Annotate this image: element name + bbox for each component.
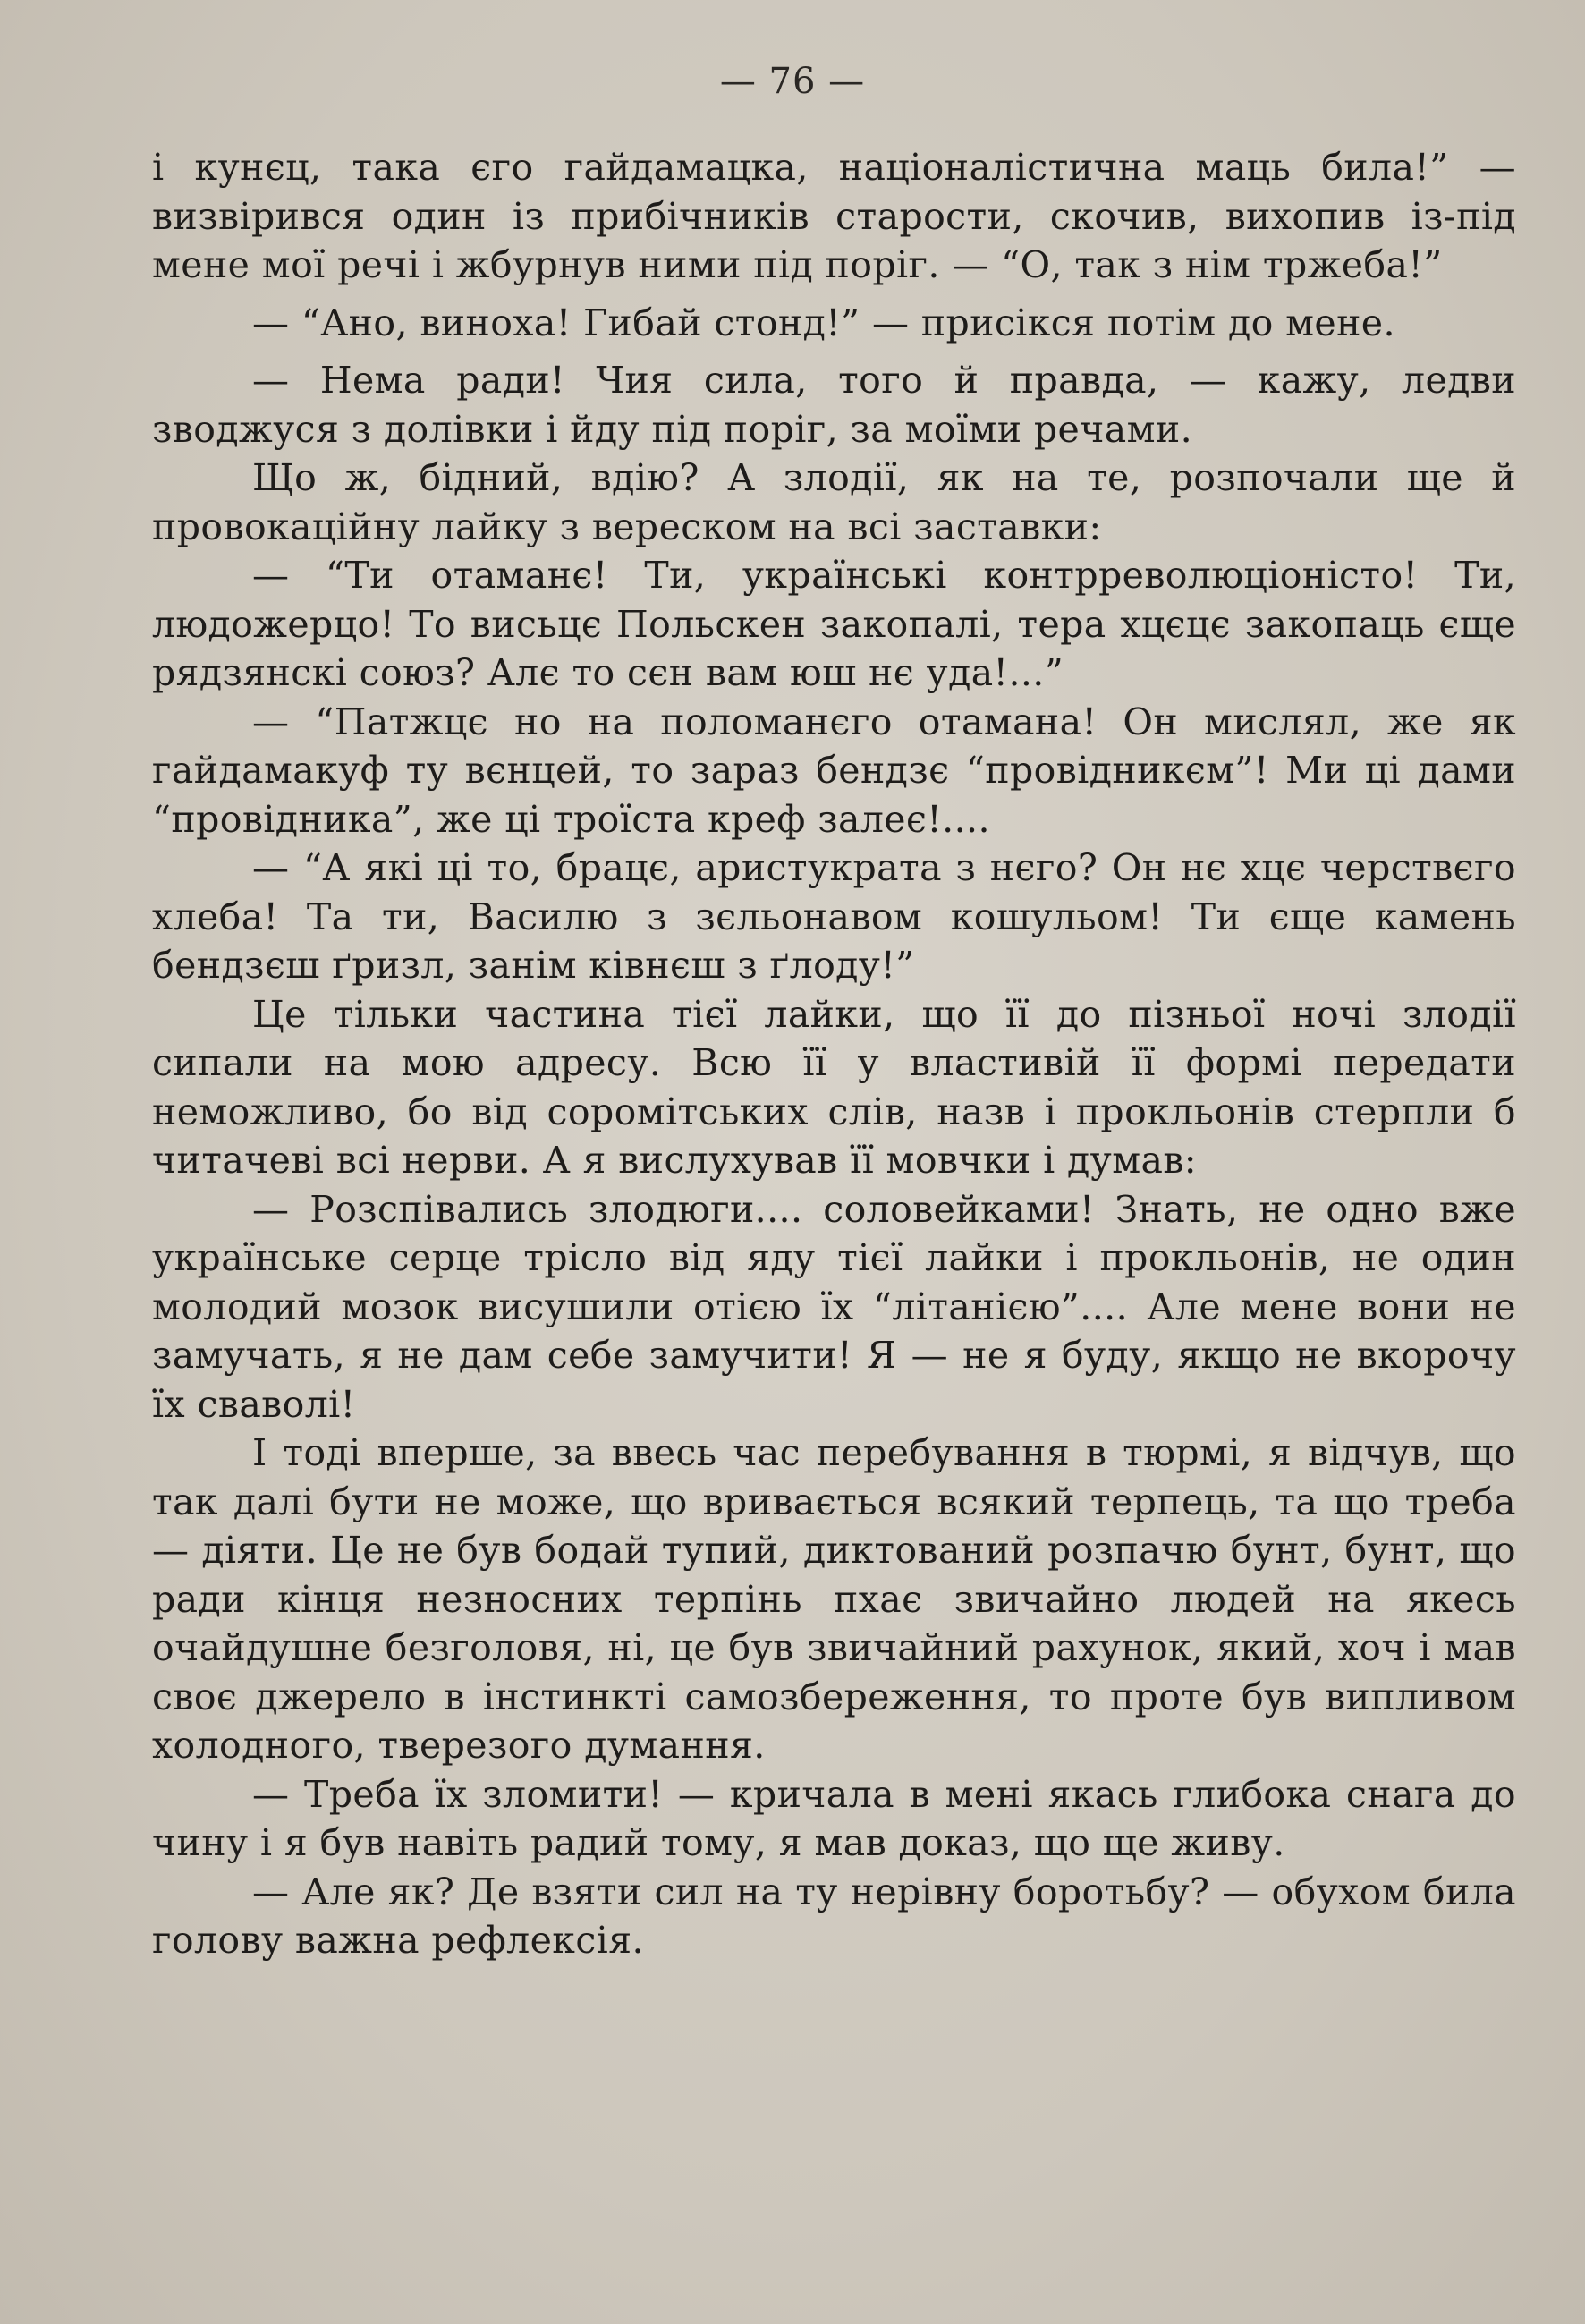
paragraph-8: Це тільки частина тієї лайки, що її до пізньої ночі злодії сипали на мою адресу. Всю її у властивій її формі передати неможливо, бо від соромітських слів, назв і прокльонів стерпли б читачеві всі нерви. А я вислухував її мовчки і думав: [152,992,1516,1182]
paragraph-1: і кунєц, така єго гайдамацка, націоналістична маць била!” — визвірився один із прибічників старости, скочив, вихопив із-під мене мої речі і жбурнув ними під поріг. — “О, так з нім тржеба!” [152,146,1516,286]
paragraph-9: — Розспівались злодюги.... соловейками! Знать, не одно вже українське серце трісло від яду тієї лайки і прокльонів, не один молодий мозок висушили отією їх “літанією”.... Але мене вони не замучать, я не дам себе замучити! Я — не я буду, якщо не вкорочу їх сваволі! [152,1187,1516,1426]
paragraph-2: — “Ано, виноха! Гибай стонд!” — присікся потім до мене. [252,301,1395,344]
paragraph-10: І тоді вперше, за ввесь час перебування в тюрмі, я відчув, що так далі бути не може, що вривається всякий терпець, та що треба — діяти. Це не був бодай тупий, диктований розпачю бунт, бунт, що ради кінця незносних терпінь пхає звичайно людей на якесь очайдушне безголовя, ні, це був звичайний рахунок, який, хоч і мав своє джерело в інстинкті самозбереження, то проте був випливом холодного, тверезого думання. [152,1431,1516,1767]
paragraph-4: Що ж, бідний, вдію? А злодії, як на те, розпочали ще й провокаційну лайку з вереском на всі заставки: [152,456,1516,548]
paragraph-6: — “Патжцє но на поломанєго отамана! Он мислял, же як гайдамакуф ту вєнцей, то зараз бендзє “провідникєм”! Ми ці дами “провідника”, же ці троїста креф залеє!.... [152,700,1516,841]
page-text [152,143,1516,1965]
paragraph-11: — Треба їх зломити! — кричала в мені якась глибока снага до чину і я був навіть радий тому, я мав доказ, що ще живу. [152,1772,1516,1864]
paragraph-7: — “А які ці то, брацє, аристукрата з нєго? Он нє хцє черствєго хлеба! Та ти, Василю з зєльонавом кошульом! Ти єще камень бендзєш ґризл, занім ківнєш з ґлоду!” [152,846,1516,987]
paragraph-3: — Нема ради! Чия сила, того й правда, — кажу, ледви зводжуся з долівки і йду під поріг, за моїми речами. [152,359,1516,451]
page-number: — 76 — [719,61,866,102]
paragraph-5: — “Ти отаманє! Ти, українські контрреволюціоністо! Ти, людожерцо! То висьцє Польскен закопалі, тера хцєцє закопаць єще рядзянскі союз? Алє то сєн вам юш нє уда!...” [152,554,1516,694]
paragraph-12: — Але як? Де взяти сил на ту нерівну боротьбу? — обухом била голову важна рефлексія. [152,1870,1516,1962]
